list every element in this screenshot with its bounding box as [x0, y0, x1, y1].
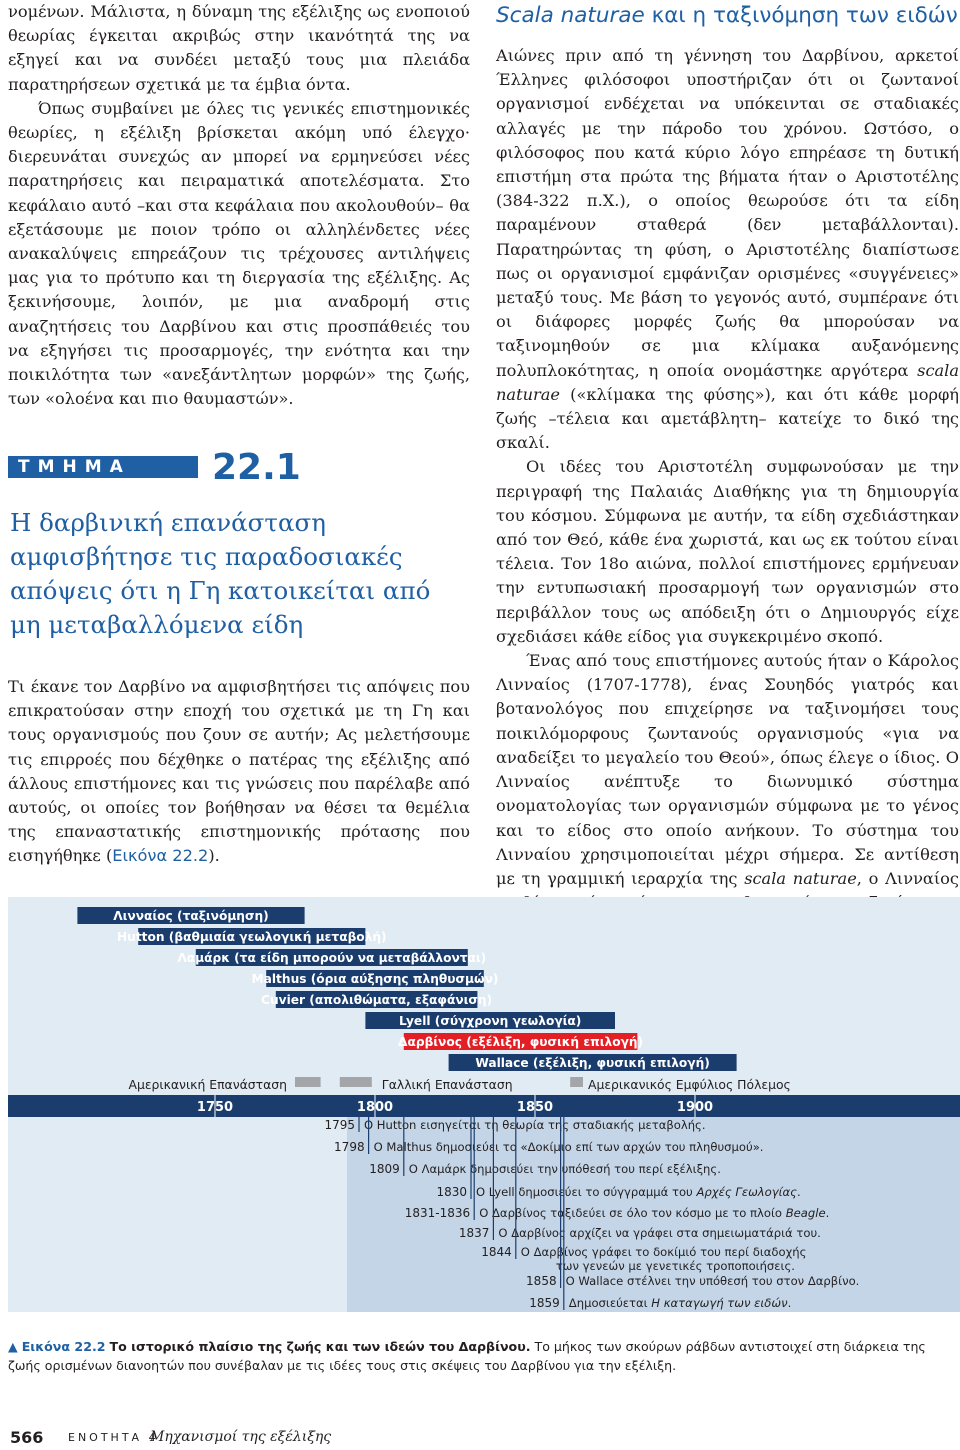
- event-text-part: Ο Δαρβίνος αρχίζει να γράφει στα σημειωματάριά του.: [498, 1226, 821, 1240]
- subsection-title-rest: και η ταξινόμηση των ειδών: [644, 3, 958, 28]
- event-text-end: .: [787, 1296, 792, 1310]
- lifespan-bar-label: Δαρβίνος (εξέλιξη, φυσική επιλογή): [398, 1035, 644, 1049]
- timeline-figure: [8, 897, 960, 1312]
- caption-label: Εικόνα 22.2: [21, 1339, 106, 1354]
- paragraph: [8, 675, 470, 869]
- event-text: [498, 1226, 820, 1240]
- lifespan-bar-label: Cuvier (απολιθώματα, εξαφάνιση): [261, 993, 493, 1007]
- paragraph: [496, 649, 959, 939]
- figure-caption: [8, 1338, 958, 1375]
- event-text-continued: των γενεών με γενετικές τροποποιήσεις.: [555, 1259, 795, 1273]
- event-text: [566, 1274, 860, 1288]
- paragraph-text: Αιώνες πριν από τη γέννηση του Δαρβίνου, αρκετοί Έλληνες φιλόσοφοι υποστήριζαν ότι οι ζωντανοί οργανισμοί ενδέχεται να υπόκεινται σε σταδιακές αλλαγές με την πάροδο του χρόνου. Ωστόσο, ο φιλόσοφος που κατά κύριο λόγο επηρέασε τη δυτική επιστήμη στα πρώτα της βήματα ήταν ο Αριστοτέλης (384-322 π.Χ.), ο οποίος θεωρούσε ότι τα είδη παραμένουν σταθερά (δεν μεταβάλλονται). Παρατηρώντας τη φύση, ο Αριστοτέλης διαπίστωσε πως οι οργανισμοί εμφάνιζαν ορισμένες «συγγένειες» μεταξύ τους. Με βάση το γεγονός αυτό, συμπέρανε ότι οι διάφορες μορφές ζωής θα μπορούσαν να ταξινομηθούν σε μια κλίμακα αυξανόμενης πολυπλοκότητας, η οποία ονομάστηκε αργότερα: [496, 46, 959, 380]
- paragraph: Όπως συμβαίνει με όλες τις γενικές επιστημονικές θεωρίες, η εξέλιξη βρίσκεται ακόμη υπό έλεγχο· διερευνάται συνεχώς αν μπορεί να ερμηνεύσει νέες παρατηρήσεις και πειραματικά αποτελέσματα. Στο κεφάλαιο αυτό –και στα κεφάλαια που ακολουθούν– θα εξετάσουμε με ποιον τρόπο οι αλληλένδετες νέες ανακαλύψεις επηρεάζουν τις τρέχουσες αντιλήψεις μας για το πρότυπο και τη διεργασία της εξέλιξης. Ας ξεκινήσουμε, λοιπόν, με μια αναδρομή στις αναζητήσεις του Δαρβίνου και στις προσπάθειές του να εξηγήσει τις προσαρμογές, την ενότητα και την ποικιλότητα των «ανεξάντλητων μορφών» της ζωής, των «ολοένα και πιο θαυμαστών».: [8, 98, 470, 409]
- left-column-bottom: [8, 675, 470, 869]
- caption-text: Το μήκος των σκούρων ράβδων αντιστοιχεί στη διάρκεια της ζωής ορισμένων διανοητών που συνέβαλαν με τις ιδέες τους στις σκέψεις του Δαρβίνου για την εξέλιξη.: [8, 1339, 926, 1373]
- right-column: [496, 44, 959, 940]
- event-text-part: Ο Lyell δημοσιεύει το σύγγραμμά του: [476, 1185, 697, 1199]
- section-heading: Η δαρβινική επανάσταση αμφισβήτησε τις παραδοσιακές απόψεις ότι η Γη κατοικείται από μη μεταβαλλόμενα είδη: [10, 508, 431, 639]
- era-label: Γαλλική Επανάσταση: [381, 1077, 513, 1092]
- event-text-part: Ο Wallace στέλνει την υπόθεσή του στον Δαρβίνο.: [565, 1274, 860, 1288]
- era-marker: [340, 1077, 372, 1087]
- caption-marker-icon: ▲: [8, 1339, 18, 1354]
- caption-title: Το ιστορικό πλαίσιο της ζωής και των ιδεών του Δαρβίνου.: [109, 1339, 531, 1354]
- axis-tick-label: 1850: [516, 1100, 554, 1115]
- unit-title: Μηχανισμοί της εξέλιξης: [150, 1429, 332, 1445]
- italic-term: scala naturae: [496, 360, 959, 404]
- figure-reference-link[interactable]: Εικόνα 22.2: [112, 846, 209, 866]
- event-year: 1858: [526, 1274, 557, 1288]
- lifespan-bar-label: Λαμάρκ (τα είδη μπορούν να μεταβάλλονται): [177, 951, 487, 965]
- paragraph-text: Τι έκανε τον Δαρβίνο να αμφισβητήσει τις απόψεις που επικρατούσαν στην εποχή του σχετικά με τη Γη και τους οργανισμούς που ζουν σε αυτήν; Ας μελετήσουμε τις επιρροές που δέχθηκε ο πατέρας της εξέλιξης από άλλους επιστήμονες και τις γνώσεις που παρέλαβε από αυτούς, οι οποίες τον βοήθησαν να θέσει τα θεμέλια της επαναστατικής επιστημονικής πρότασης που εισηγήθηκε (: [8, 677, 470, 866]
- event-text: [479, 1206, 829, 1220]
- lifespan-bar-label: Λινναίος (ταξινόμηση): [113, 909, 269, 923]
- era-label: Αμερικανική Επανάσταση: [128, 1077, 287, 1092]
- paragraph-text: Ένας από τους επιστήμονες αυτούς ήταν ο Κάρολος Λινναίος (1707-1778), ένας Σουηδός γιατρός και βοτανολόγος που επιχείρησε να ταξινομήσει τους ποικιλόμορφους ζωντανούς οργανισμούς «για να αναδείξει το μεγαλείο του Θεού», όπως έλεγε ο ίδιος. Ο Λινναίος ανέπτυξε το διωνυμικό σύστημα ονοματολογίας των οργανισμών σύμφωνα με το γένος και το είδος στο οποίο ανήκουν. Το σύστημα του Λινναίου χρησιμοποιείται μέχρι σήμερα. Σε αντίθεση με τη γραμμική ιεραρχία της: [496, 651, 959, 888]
- event-italic: Η καταγωγή των ειδών: [651, 1296, 788, 1310]
- subsection-title: [496, 3, 958, 28]
- italic-term: scala naturae: [744, 868, 857, 888]
- unit-label: ΕΝΟΤΗΤΑ 4: [68, 1431, 159, 1444]
- event-text-part: Ο Hutton εισηγείται τη θεωρία της σταδιακής μεταβολής.: [364, 1118, 706, 1132]
- left-column-top: [8, 0, 470, 411]
- axis-tick-label: 1750: [196, 1100, 234, 1115]
- event-year: 1795: [324, 1118, 355, 1132]
- era-label: Αμερικανικός Εμφύλιος Πόλεμος: [588, 1077, 791, 1092]
- lifespan-bar-label: Hutton (βαθμιαία γεωλογική μεταβολή): [116, 930, 387, 944]
- era-marker: [295, 1077, 321, 1087]
- axis-tick-label: 1800: [356, 1100, 394, 1115]
- lifespan-bar-label: Lyell (σύγχρονη γεωλογία): [399, 1014, 582, 1028]
- event-text-end: .: [825, 1206, 830, 1220]
- event-year: 1798: [334, 1140, 365, 1154]
- event-text-part: Ο Λαμάρκ δημοσιεύει την υπόθεσή του περί εξέλιξης.: [408, 1162, 721, 1176]
- event-year: 1809: [369, 1162, 400, 1176]
- paragraph: Οι ιδέες του Αριστοτέλη συμφωνούσαν με την περιγραφή της Παλαιάς Διαθήκης για τη δημιουργία του κόσμου. Σύμφωνα με αυτήν, τα είδη σχεδιάστηκαν από τον Θεό, κάθε ένα χωριστά, και ως εκ τούτου είναι τέλεια. Τον 18ο αιώνα, πολλοί επιστήμονες ερμήνευαν την εντυπωσιακή προσαρμογή των οργανισμών στο περιβάλλον τους ως απόδειξη ότι ο Δημιουργός είχε σχεδιάσει κάθε είδος για συγκεκριμένο σκοπό.: [496, 457, 959, 646]
- event-text: [364, 1118, 706, 1132]
- paragraph-end: ).: [208, 846, 220, 866]
- lifespan-bar-label: Wallace (εξέλιξη, φυσική επιλογή): [475, 1056, 710, 1070]
- event-year: 1844: [481, 1245, 512, 1259]
- event-text-part: Δημοσιεύεται: [568, 1296, 652, 1310]
- era-marker: [570, 1077, 583, 1087]
- event-year: 1831-1836: [404, 1206, 471, 1220]
- timeline-chart: [8, 897, 960, 1312]
- subsection-title-italic: Scala naturae: [496, 3, 645, 28]
- paragraph: νομένων. Μάλιστα, η δύναμη της εξέλιξης ως ενοποιού θεωρίας έγκειται ακριβώς στην ικανότητά της να εξηγεί και να συνδέει μεταξύ τους μια πλειάδα παρατηρήσεων σχετικά με τα έμβια όντα.: [8, 2, 470, 94]
- event-text-part: Ο Δαρβίνος ταξιδεύει σε όλο τον κόσμο με το πλοίο: [479, 1206, 786, 1220]
- event-text: [409, 1162, 721, 1176]
- event-text: [374, 1140, 764, 1154]
- event-year: 1859: [529, 1296, 560, 1310]
- lifespan-bar-label: Malthus (όρια αύξησης πληθυσμών): [251, 972, 499, 986]
- paragraph-text: , ο Λινναίος: [856, 868, 959, 888]
- event-text: [569, 1296, 791, 1310]
- axis-tick-label: 1900: [676, 1100, 714, 1115]
- event-text-part: Ο Δαρβίνος γράφει το δοκίμιό του περί διαδοχής: [520, 1245, 807, 1259]
- paragraph-text: («κλίμακα της φύσης»), και ότι κάθε μορφή ζωής –τέλεια και αμετάβλητη– κατείχε το δικό της σκαλί.: [496, 384, 959, 453]
- event-year: 1837: [458, 1226, 490, 1240]
- event-italic: Beagle: [785, 1206, 826, 1220]
- event-text-end: .: [796, 1185, 801, 1199]
- paragraph: [496, 44, 959, 455]
- section-word: ΤΜΗΜΑ: [18, 457, 131, 477]
- event-text-part: Ο Malthus δημοσιεύει το «Δοκίμιο επί των αρχών του πληθυσμού».: [373, 1140, 764, 1154]
- event-text: [476, 1185, 801, 1199]
- page-number: 566: [10, 1428, 44, 1447]
- event-italic: Αρχές Γεωλογίας: [696, 1185, 797, 1199]
- event-year: 1830: [436, 1185, 467, 1199]
- timeline-axis: [8, 1095, 960, 1117]
- section-number: 22.1: [212, 447, 301, 488]
